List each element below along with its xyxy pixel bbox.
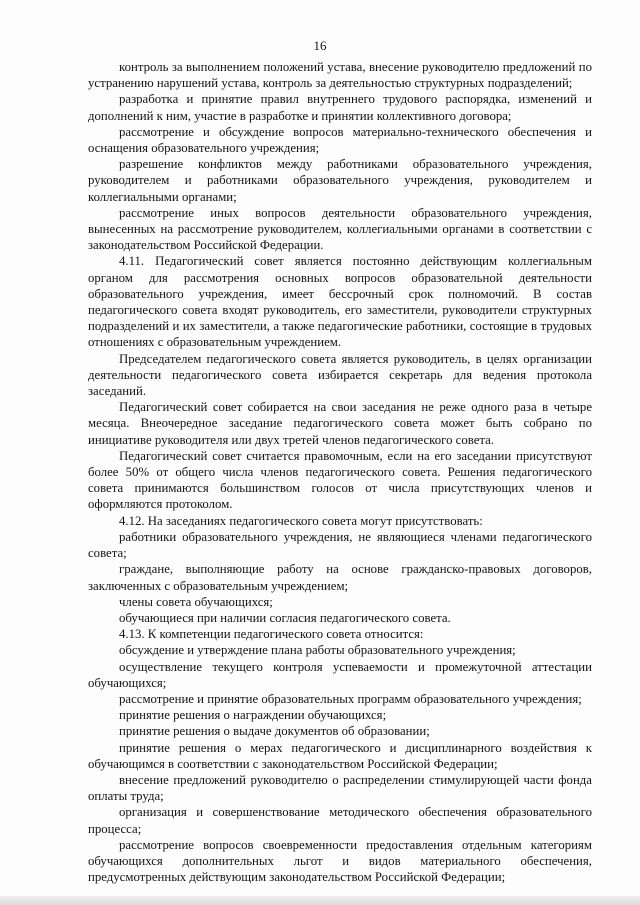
paragraph: рассмотрение иных вопросов деятельности образовательного учреждения, вынесенных на рассмотрение руководителем, коллегиальными органами в соответствии с законодательством Российской Федерации. — [88, 205, 592, 253]
paragraph: рассмотрение и обсуждение вопросов материально-технического обеспечения и оснащения образовательного учреждения; — [88, 124, 592, 156]
section-4-11-paragraph: 4.11. Педагогический совет является постоянно действующим коллегиальным органом для рассмотрения основных вопросов образовательной деятельности образовательного учреждения, имеет бессрочный срок полномочий. В состав педагогического совета входят руководитель, его заместители, руководители структурных подразделений и их заместители, а также педагогические работники, состоящие в трудовых отношениях с образовательным учреждением. — [88, 254, 592, 350]
paragraph: Председателем педагогического совета является руководитель, в целях организации деятельности педагогического совета избирается секретарь для ведения протокола заседаний. — [88, 351, 592, 399]
paragraph: разрешение конфликтов между работниками образовательного учреждения, руководителем и работниками образовательного учреждения, руководителем и коллегиальными органами; — [88, 157, 592, 204]
paragraph: принятие решения о выдаче документов об образовании; — [119, 724, 430, 739]
section-4-13-heading: 4.13. К компетенции педагогического совета относится: — [119, 627, 424, 642]
scan-bottom-edge — [0, 896, 640, 905]
paragraph: контроль за выполнением положений устава, внесение руководителю предложений по устранению нарушений устава, контроль за деятельностью структурных подразделений; — [88, 60, 592, 91]
paragraph: Педагогический совет собирается на свои заседания не реже одного раза в четыре месяца. Внеочередное заседание педагогического совета может быть собрано по инициативе руководителя или двух третей членов педагогического совета. — [88, 400, 592, 447]
paragraph: обсуждение и утверждение плана работы образовательного учреждения; — [119, 643, 516, 658]
paragraph: рассмотрение вопросов своевременности предоставления отдельным категориям обучающихся дополнительных льгот и видов материального обеспечения, предусмотренных действующим законодательством Российской Федерации; — [88, 837, 592, 885]
paragraph: рассмотрение и принятие образовательных программ образовательного учреждения; — [119, 691, 582, 706]
paragraph: члены совета обучающихся; — [119, 594, 273, 609]
section-4-12-heading: 4.12. На заседаниях педагогического совета могут присутствовать: — [119, 513, 483, 528]
paragraph: организация и совершенствование методического обеспечения образовательного процесса; — [88, 805, 592, 836]
paragraph: принятие решения о мерах педагогического и дисциплинарного воздействия к обучающимся в соответствии с законодательством Российской Федерации; — [88, 740, 592, 771]
paragraph: граждане, выполняющие работу на основе гражданско-правовых договоров, заключенных с образовательным учреждением; — [88, 562, 592, 593]
paragraph: осуществление текущего контроля успеваемости и промежуточной аттестации обучающихся; — [88, 659, 592, 690]
paragraph: работники образовательного учреждения, не являющиеся членами педагогического совета; — [88, 529, 592, 561]
paragraph: принятие решения о награждении обучающихся; — [119, 708, 387, 723]
paragraph: внесение предложений руководителю о распределении стимулирующей части фонда оплаты труда; — [88, 772, 592, 804]
paragraph: обучающиеся при наличии согласия педагогического совета. — [119, 610, 451, 625]
paragraph: разработка и принятие правил внутреннего трудового распорядка, изменений и дополнений к ним, участие в разработке и принятии коллективного договора; — [88, 92, 592, 123]
document-body — [88, 59, 592, 885]
paragraph: Педагогический совет считается правомочным, если на его заседании присутствуют более 50% от общего числа членов педагогического совета. Решения педагогического совета принимаются большинством голосов от числа присутствующих членов и оформляются протоколом. — [88, 448, 592, 512]
page-number: 16 — [313, 38, 327, 53]
